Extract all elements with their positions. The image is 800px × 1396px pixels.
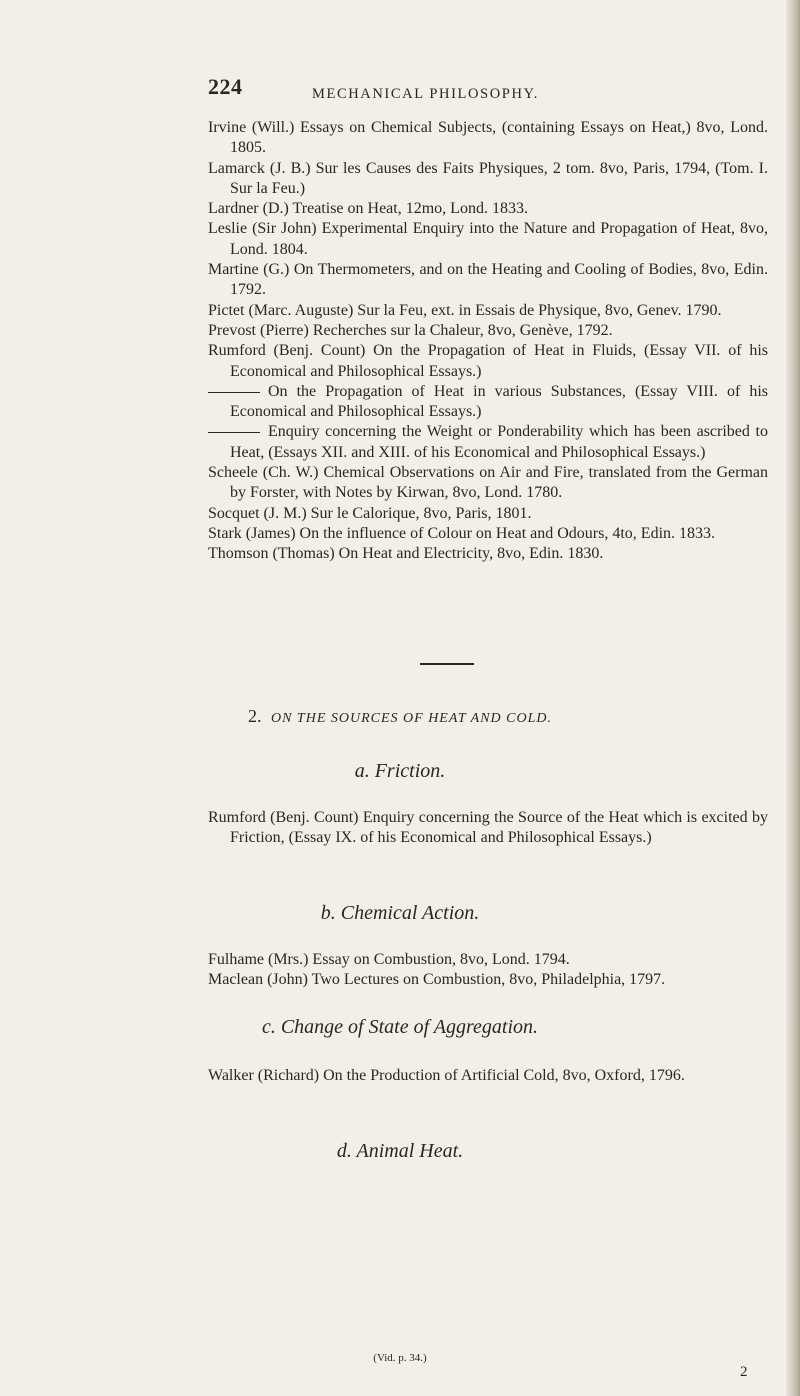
subsection-heading-aggregation: c. Change of State of Aggregation. <box>261 1016 539 1038</box>
section-heading <box>0 706 800 727</box>
list-item: Martine (G.) On Thermometers, and on the Heating and Cooling of Bodies, 8vo, Edin. 1792. <box>208 261 768 299</box>
subsection-entries-friction <box>208 808 768 849</box>
subsection-heading-friction: a. Friction. <box>354 760 446 782</box>
list-item: Lamarck (J. B.) Sur les Causes des Faits Physiques, 2 tom. 8vo, Paris, 1794, (Tom. I. Sur la Feu.) <box>208 159 768 197</box>
subsection-entries-chemical-action <box>208 950 768 991</box>
subsection-heading-animal-heat: d. Animal Heat. <box>336 1140 464 1162</box>
section-divider <box>420 663 474 665</box>
subsection-heading-chemical-action: b. Chemical Action. <box>320 902 480 924</box>
list-item-continued: On the Propagation of Heat in various Substances, (Essay VIII. of his Economical and Philosophical Essays.) <box>208 382 768 423</box>
subsection-entries-aggregation <box>208 1066 768 1086</box>
list-item-continued: Enquiry concerning the Weight or Ponderability which has been ascribed to Heat, (Essays XII. and XIII. of his Economical and Philosophical Essays.) <box>208 422 768 463</box>
list-item: Fulhame (Mrs.) Essay on Combustion, 8vo, Lond. 1794. <box>208 951 570 968</box>
list-item: Lardner (D.) Treatise on Heat, 12mo, Lond. 1833. <box>208 200 528 218</box>
list-item: Rumford (Benj. Count) Enquiry concerning the Source of the Heat which is excited by Friction, (Essay IX. of his Economical and Philosophical Essays.) <box>208 809 768 847</box>
page-edge <box>786 0 800 1396</box>
footer-note: (Vid. p. 34.) <box>373 1352 427 1364</box>
ditto-dash <box>208 392 260 393</box>
list-item: Maclean (John) Two Lectures on Combustion, 8vo, Philadelphia, 1797. <box>208 971 666 989</box>
section-title: ON THE SOURCES OF HEAT AND COLD. <box>270 711 553 726</box>
signature-mark: 2 <box>740 1364 748 1380</box>
running-title: MECHANICAL PHILOSOPHY. <box>312 86 539 102</box>
section-number: 2. <box>247 706 262 726</box>
list-item: Prevost (Pierre) Recherches sur la Chaleur, 8vo, Genève, 1792. <box>208 321 613 339</box>
list-item: Thomson (Thomas) On Heat and Electricity, 8vo, Edin. 1830. <box>208 545 604 563</box>
bibliography-list <box>208 118 768 565</box>
list-item: Rumford (Benj. Count) On the Propagation of Heat in Fluids, (Essay VII. of his Economical and Philosophical Essays.) <box>208 342 768 380</box>
list-item: Scheele (Ch. W.) Chemical Observations on Air and Fire, translated from the German by Forster, with Notes by Kirwan, 8vo, Lond. 1780. <box>208 464 768 502</box>
list-item: Socquet (J. M.) Sur le Calorique, 8vo, Paris, 1801. <box>208 504 532 522</box>
list-item: Pictet (Marc. Auguste) Sur la Feu, ext. in Essais de Physique, 8vo, Genev. 1790. <box>208 301 722 319</box>
list-item: Walker (Richard) On the Production of Artificial Cold, 8vo, Oxford, 1796. <box>208 1067 685 1084</box>
page-header <box>0 74 800 110</box>
ditto-dash <box>208 432 260 433</box>
list-item: Stark (James) On the influence of Colour on Heat and Odours, 4to, Edin. 1833. <box>208 524 716 542</box>
list-item: Leslie (Sir John) Experimental Enquiry into the Nature and Propagation of Heat, 8vo, Lond. 1804. <box>208 220 768 258</box>
page-number: 224 <box>208 74 243 99</box>
list-item: Irvine (Will.) Essays on Chemical Subjects, (containing Essays on Heat,) 8vo, Lond. 1805. <box>208 119 768 157</box>
